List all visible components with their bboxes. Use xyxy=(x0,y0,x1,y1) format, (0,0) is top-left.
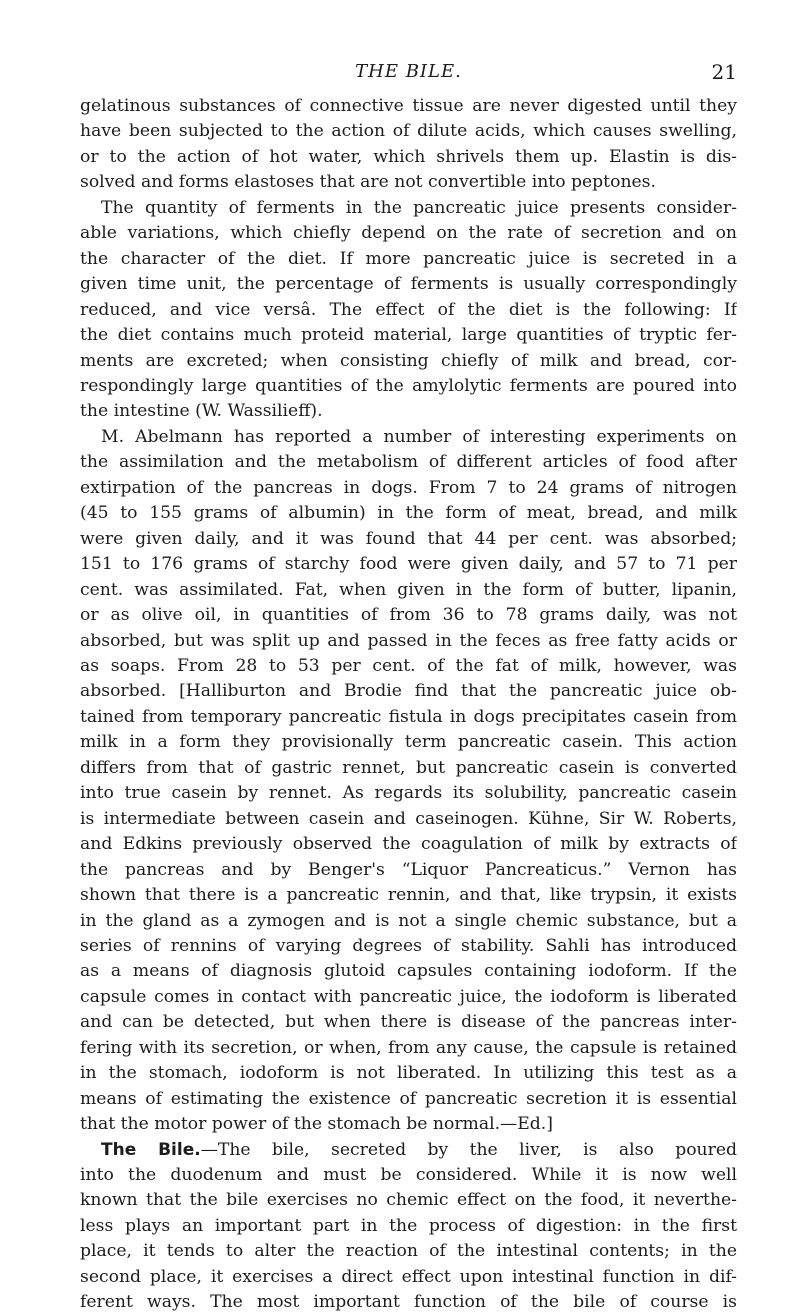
text-line: given time unit, the percentage of ferments is usually correspondingly xyxy=(80,274,737,295)
text-line: reduced, and vice versâ. The effect of the diet is the following: If xyxy=(80,299,737,320)
text-line: is intermediate between casein and caseinogen. Kühne, Sir W. Roberts, xyxy=(80,808,737,829)
text-line: differs from that of gastric rennet, but pancreatic casein is converted xyxy=(80,757,737,778)
text-line: the character of the diet. If more pancreatic juice is secreted in a xyxy=(80,248,737,269)
text-line: absorbed. [Halliburton and Brodie find that the pancreatic juice ob- xyxy=(80,681,737,702)
text-line: M. Abelmann has reported a number of interesting experiments on xyxy=(101,426,737,447)
text-line: the pancreas and by Benger's “Liquor Pancreaticus.” Vernon has xyxy=(80,859,737,880)
text-line: that the motor power of the stomach be normal.—Ed.] xyxy=(80,1114,553,1135)
text-line: ferent ways. The most important function of the bile of course is xyxy=(80,1292,737,1313)
text-line: series of rennins of varying degrees of stability. Sahli has introduced xyxy=(80,935,737,956)
text-line: means of estimating the existence of pancreatic secretion it is essential xyxy=(80,1088,737,1109)
running-title: THE BILE. xyxy=(355,61,462,82)
text-line: known that the bile exercises no chemic effect on the food, it neverthe- xyxy=(80,1190,737,1211)
text-line: (45 to 155 grams of albumin) in the form of meat, bread, and milk xyxy=(80,503,737,524)
text-line: the assimilation and the metabolism of different articles of food after xyxy=(80,452,737,473)
section-first-line xyxy=(80,1138,737,1163)
text-line: or to the action of hot water, which shrivels them up. Elastin is dis- xyxy=(80,146,737,167)
text-line: in the stomach, iodoform is not liberated. In utilizing this test as a xyxy=(80,1063,737,1084)
text-line: milk in a form they provisionally term pancreatic casein. This action xyxy=(80,732,737,753)
page-number: 21 xyxy=(711,60,737,84)
text-line: place, it tends to alter the reaction of the intestinal contents; in the xyxy=(80,1241,737,1262)
text-line: or as olive oil, in quantities of from 36 to 78 grams daily, was not xyxy=(80,605,737,626)
section-first-line-text: —The bile, secreted by the liver, is also poured xyxy=(200,1139,737,1160)
text-line: The quantity of ferments in the pancreatic juice presents consider- xyxy=(101,197,737,218)
text-line: capsule comes in contact with pancreatic juice, the iodoform is liberated xyxy=(80,986,737,1007)
text-line: absorbed, but was split up and passed in the feces as free fatty acids or xyxy=(80,630,737,651)
text-line: have been subjected to the action of dilute acids, which causes swelling, xyxy=(80,121,737,142)
text-line: less plays an important part in the process of digestion: in the first xyxy=(80,1215,737,1236)
text-line: in the gland as a zymogen and is not a single chemic substance, but a xyxy=(80,910,737,931)
text-line: the diet contains much proteid material, large quantities of tryptic fer- xyxy=(80,325,737,346)
section-heading: The Bile. xyxy=(101,1139,201,1160)
body-text xyxy=(80,94,737,1316)
text-line: the intestine (W. Wassilieff). xyxy=(80,401,323,422)
text-line: into true casein by rennet. As regards its solubility, pancreatic casein xyxy=(80,783,737,804)
text-line: fering with its secretion, or when, from any cause, the capsule is retained xyxy=(80,1037,737,1058)
text-line: cent. was assimilated. Fat, when given in the form of butter, lipanin, xyxy=(80,579,737,600)
text-line: gelatinous substances of connective tissue are never digested until they xyxy=(80,96,737,116)
text-line: 151 to 176 grams of starchy food were given daily, and 57 to 71 per xyxy=(80,554,737,575)
text-line: tained from temporary pancreatic fistula in dogs precipitates casein from xyxy=(80,706,737,727)
text-line: solved and forms elastoses that are not convertible into peptones. xyxy=(80,172,656,193)
text-line: and can be detected, but when there is disease of the pancreas inter- xyxy=(80,1012,737,1033)
text-line: ments are excreted; when consisting chiefly of milk and bread, cor- xyxy=(80,350,737,371)
text-line: and Edkins previously observed the coagulation of milk by extracts of xyxy=(80,834,737,855)
text-line: respondingly large quantities of the amylolytic ferments are poured into xyxy=(80,375,737,396)
text-line: extirpation of the pancreas in dogs. From 7 to 24 grams of nitrogen xyxy=(80,477,737,498)
text-line: shown that there is a pancreatic rennin, and that, like trypsin, it exists xyxy=(80,885,737,906)
text-line: able variations, which chiefly depend on the rate of secretion and on xyxy=(80,223,737,244)
text-line: second place, it exercises a direct effect upon intestinal function in dif- xyxy=(80,1266,737,1287)
text-line: into the duodenum and must be considered. While it is now well xyxy=(80,1165,737,1186)
text-line: as soaps. From 28 to 53 per cent. of the fat of milk, however, was xyxy=(80,655,737,676)
text-line: were given daily, and it was found that 44 per cent. was absorbed; xyxy=(80,528,737,549)
text-line: as a means of diagnosis glutoid capsules containing iodoform. If the xyxy=(80,961,737,982)
running-head xyxy=(80,58,737,86)
